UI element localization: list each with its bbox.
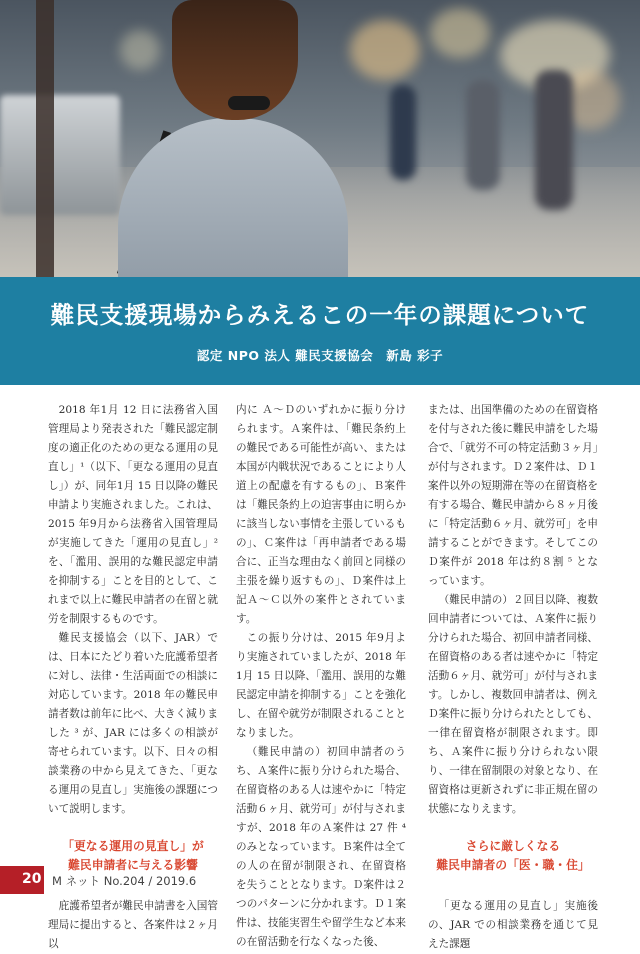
bokeh-light — [120, 30, 160, 70]
paragraph: 「更なる運用の見直し」実施後の、JAR での相談業務を通じて見えた課題 — [428, 900, 598, 950]
paragraph-continued: 内に Ａ～Ｄのいずれかに振り分けられます。Ａ案件は、「難民条約上の難民である可能性が高い、または本国が内戦状況であることにより人道上の配慮を有するもの」、Ｂ案件は「難民条約上の迫害事由に明らかに該当しない事情を主張しているもの」、Ｃ案件は「再申請者である場合に、正当な理由なく前回と同様の主張を繰り返すもの」、Ｄ案件は上記Ａ～Ｃ以外の案件とされています。 — [236, 404, 406, 625]
article-title: 難民支援現場からみえるこの一年の課題について — [50, 301, 590, 329]
blurred-pedestrian — [466, 80, 500, 190]
tree-trunk — [36, 0, 54, 277]
paragraph: 庇護希望者が難民申請書を入国管理局に提出すると、各案件は２ヶ月以 — [48, 900, 218, 950]
paragraph-continued: または、出国準備のための在留資格を付与された後に難民申請をした場合で、「就労不可の特定活動３ヶ月」が付与されます。Ｄ２案件は、Ｄ１案件以外の短期滞在等の在留資格を有する場合、難民申請から８ヶ月後に「特定活動６ヶ月、就労可」を申請することができます。そしてこのＤ案件が 2018 年は約８割 ⁵ となっています。 — [428, 404, 598, 587]
hero-photo — [0, 0, 640, 277]
blurred-car — [0, 95, 120, 215]
text-column-1 — [48, 401, 218, 954]
paragraph: 難民支援協会（以下、JAR）では、日本にたどり着いた庇護希望者に対し、法律・生活両面での相談に対応しています。2018 年の難民申請者数は前年に比べ、大きく減りました ³ が、JAR には多くの相談が寄せられています。以下、日々の相談業務の中から見えてきた、「更なる運用の見直し」実施後の課題について説明します。 — [48, 632, 218, 815]
paragraph: （難民申請の）２回目以降、複数回申請者については、Ａ案件に振り分けられた場合、初回申請者同様、在留資格のある者は速やかに「特定活動６ヶ月、就労可」が付与されます。しかし、複数回申請者は、例えＤ案件に振り分けられたとしても、一律在留資格が制限されます。即ち、Ａ案件に振り分けられない限り、一律在留制限の対象となり、在留資格は更新されずに非正規在留の状態になりえます。 — [428, 594, 598, 815]
blurred-pedestrian — [390, 85, 416, 180]
paragraph: この振り分けは、2015 年9月より実施されていましたが、2018 年1月 15 日以降、「濫用、誤用的な難民認定申請を抑制する」ことを強化し、在留や就労が制限されることとなりました。 — [236, 632, 406, 739]
issue-info: M ネット No.204 / 2019.6 — [52, 874, 197, 888]
section-heading — [48, 837, 218, 875]
hair-clip — [228, 96, 270, 110]
paragraph: 2018 年1月 12 日に法務省入国管理局より発表された「難民認定制度の適正化のための更なる運用の見直し」¹（以下、「更なる運用の見直し」）が、同年1月 15 日以降の難民申請より実施されました。これは、2015 年9月から法務省入国管理局が実施してきた「運用の見直し」² を、「濫用、誤用的な難民認定申請を抑制する」ことを目的として、これまで以上に難民申請者の在留と就労を制限するものです。 — [48, 404, 218, 625]
bokeh-light — [430, 8, 490, 58]
woman-hooded-jacket — [118, 118, 348, 277]
title-band — [0, 277, 640, 385]
text-column-2 — [236, 401, 406, 952]
section-heading — [428, 837, 598, 875]
heading-line: さらに厳しくなる 難民申請者の「医・職・住」 — [436, 839, 590, 872]
paragraph: （難民申請の）初回申請者のうち、Ａ案件に振り分けられた場合、在留資格のある人は速やかに「特定活動６ヶ月、就労可」が付与されますが、2018 年のＡ案件は 27 件 ⁴ のみとなっています。Ｂ案件は全ての人の在留が制限され、在留資格を失うこととなります。Ｄ案件は２つのパターンに分かれます。Ｄ１案件は、技能実習生や留学生など本来の在留活動を行なくなった後、 — [236, 746, 406, 948]
text-column-3 — [428, 401, 598, 954]
blurred-pedestrian — [535, 70, 573, 210]
bokeh-light — [350, 20, 420, 80]
heading-line: 「更なる運用の見直し」が 難民申請者に与える影響 — [62, 839, 204, 872]
article-byline: 認定 NPO 法人 難民支援協会 新島 彩子 — [196, 348, 444, 363]
page-number: 20 — [22, 871, 42, 887]
